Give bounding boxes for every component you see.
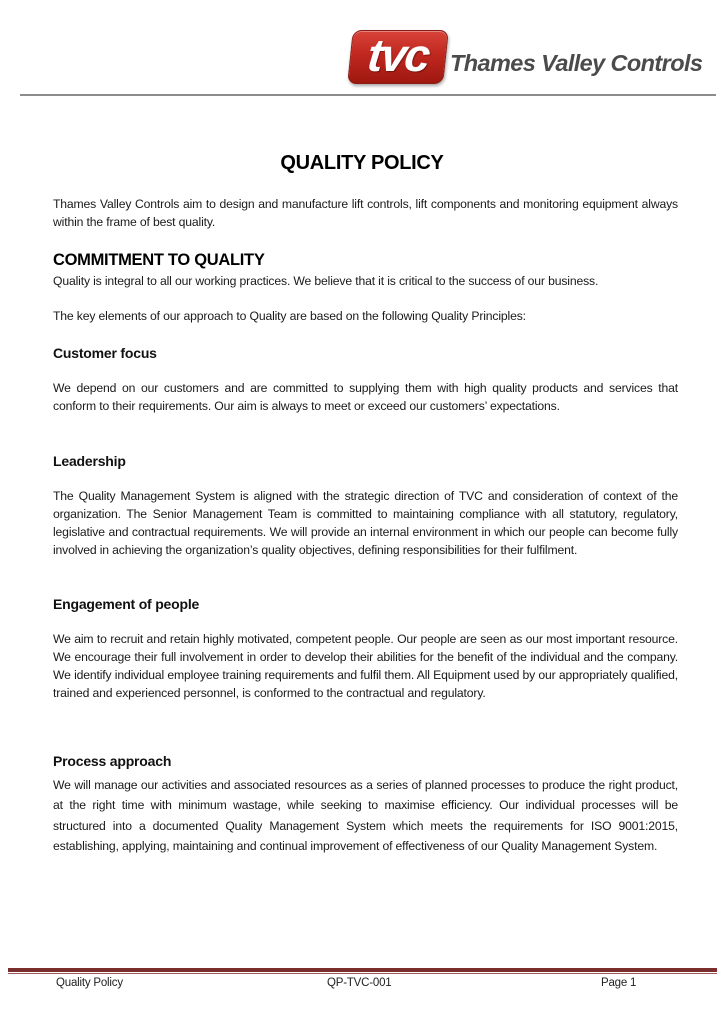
section-text-customer-focus: We depend on our customers and are committed to supplying them with high quality products and services that conform to their requirements. Our aim is always to meet or exceed our customers’ expectations. bbox=[53, 381, 678, 413]
logo-text: tvc bbox=[365, 29, 432, 81]
section-text-engagement: We aim to recruit and retain highly motivated, competent people. Our people are seen as our most important resource. We encourage their full involvement in order to develop their abilities for the benefit of the individual and the company. We identify individual employee training requirements and fulfil them. All Equipment used by our appropriately qualified, trained and experienced personnel, is conformed to the contractual and regulatory. bbox=[53, 632, 678, 700]
section-heading-leadership: Leadership bbox=[53, 453, 126, 469]
commitment-heading: COMMITMENT TO QUALITY bbox=[53, 251, 265, 269]
section-heading-engagement: Engagement of people bbox=[53, 596, 200, 612]
footer-page-number: Page 1 bbox=[601, 977, 637, 989]
commitment-statement: Quality is integral to all our working practices. We believe that it is critical to the success of our business. bbox=[53, 274, 599, 288]
principles-intro: The key elements of our approach to Quality are based on the following Quality Principles: bbox=[53, 309, 526, 323]
section-heading-process-approach: Process approach bbox=[53, 753, 172, 769]
footer-document-name: Quality Policy bbox=[56, 977, 123, 989]
intro-paragraph: Thames Valley Controls aim to design and manufacture lift controls, lift components and monitoring equipment always within the frame of best quality. bbox=[53, 197, 678, 229]
footer-divider bbox=[8, 968, 717, 972]
footer-divider-thin bbox=[8, 973, 717, 974]
company-name: Thames Valley Controls bbox=[450, 50, 703, 76]
section-text-leadership: The Quality Management System is aligned with the strategic direction of TVC and consideration of context of the organization. The Senior Management Team is committed to maintaining compliance with all statutory, regulatory, legislative and contractual requirements. We will provide an internal environment in which our people can become fully involved in achieving the organization’s quality objectives, defining responsibilities for their fulfilment. bbox=[53, 489, 678, 557]
header-divider bbox=[20, 94, 716, 96]
page-title: QUALITY POLICY bbox=[280, 152, 444, 174]
section-text-process-approach: We will manage our activities and associated resources as a series of planned processes to produce the right product, at the right time with minimum wastage, while seeking to maximise efficiency. Our individual processes will be structured into a documented Quality Management System which meets the requirements for ISO 9001:2015, establishing, applying, maintaining and continual improvement of effectiveness of our Quality Management System. bbox=[53, 778, 678, 854]
footer-document-code: QP-TVC-001 bbox=[327, 977, 392, 989]
section-heading-customer-focus: Customer focus bbox=[53, 345, 157, 361]
tvc-logo-badge bbox=[347, 30, 449, 84]
